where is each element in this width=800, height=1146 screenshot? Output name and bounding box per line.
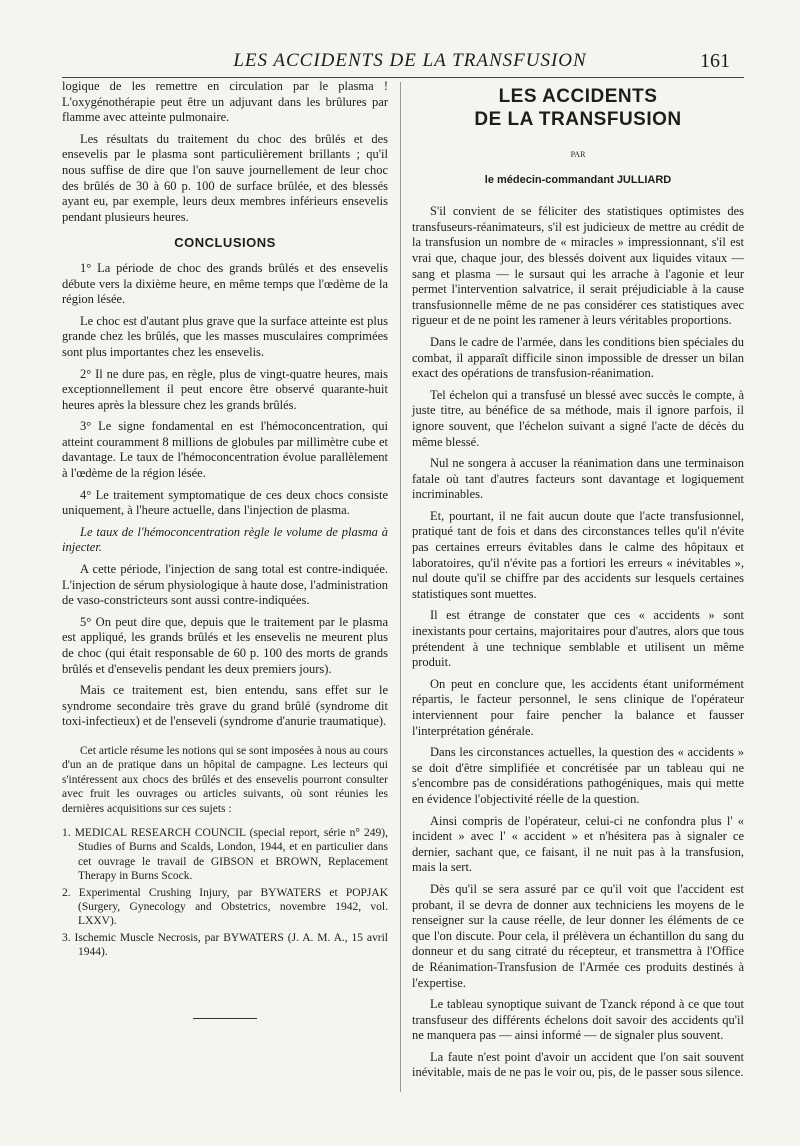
conclusion-3: 3° Le signe fondamental en est l'hémoconcentration, qui atteint couramment 8 millions de globules par millimètre cube et davantage. Le taux de l'hémoconcentration évolue parallèlement à l'œdème de la région lésée.	[62, 419, 388, 481]
paragraph: logique de les remettre en circulation par le plasma ! L'oxygénothérapie peut être un adjuvant dans les brûlures par flamme avec atteinte pulmonaire.	[62, 79, 388, 125]
reference-item: 2. Experimental Crushing Injury, par BYWATERS et POPJAK (Surgery, Gynecology and Obstetrics, novembre 1942, vol. LXXV).	[62, 886, 388, 928]
article-title-line: DE LA TRANSFUSION	[474, 109, 682, 130]
paragraph: Tel échelon qui a transfusé un blessé avec succès le compte, à juste titre, au bénéfice de sa méthode, mais il ignore parfois, il ignore souvent, que l'échelon suivant a signé l'acte de décès du même blessé.	[412, 387, 744, 449]
note: Cet article résume les notions qui se sont imposées à nous au cours d'un an de pratique dans un hôpital de campagne. Les lecteurs qui s'intéressent aux chocs des brûlés et des ensevelis pourront consulter avec fruit les ouvrages ou articles suivants, où sont réunies les dernières acquisitions sur ces sujets :	[62, 744, 388, 815]
article-title-line: LES ACCIDENTS	[498, 86, 658, 107]
reference-list	[62, 826, 388, 960]
author: le médecin-commandant JULLIARD	[484, 173, 672, 186]
right-column	[412, 85, 744, 1087]
page-number: 161	[700, 50, 730, 72]
paragraph: S'il convient de se féliciter des statistiques optimistes des transfuseurs-réanimateurs, s'il est judicieux de mettre au crédit de la transfusion un nombre de « miracles » impressionnant, s'il est vrai que, chaque jour, des blessés doivent aux liquides vitaux — sang et plasma — le sursaut qui les arrache à l'agonie et leur permet l'intervention salvatrice, il serait préjudiciable à la cause transfusionnelle même de ne pas considérer ces statistiques avec rigueur et de ne point les ramener à leurs véritables proportions.	[412, 204, 744, 328]
paragraph: Et, pourtant, il ne fait aucun doute que l'acte transfusionnel, pratiqué tant de fois et dans des circonstances telles qu'il n'évite pas certaines erreurs évitables dans le calme des hôpitaux et laboratoires, qu'il n'évite pas a fortiori les erreurs « inévitables », nul doute qu'il se chiffre par des accidents sur lesquels certaines statistiques sont muettes.	[412, 508, 744, 601]
paragraph: Il est étrange de constater que ces « accidents » sont inexistants pour certains, majoritaires pour d'autres, alors que tous prétendent à une technique semblable et utilisent un même produit.	[412, 608, 744, 670]
paragraph: Dans le cadre de l'armée, dans les conditions bien spéciales du combat, il apparaît difficile sinon impossible de dresser un bilan exact des opérations de transfusion-réanimation.	[412, 334, 744, 381]
end-separator	[193, 1018, 257, 1019]
paragraph: A cette période, l'injection de sang total est contre-indiquée. L'injection de sérum physiologique à haute dose, l'administration de vaso-constricteurs sont aussi contre-indiquées.	[62, 562, 388, 608]
paragraph: Les résultats du traitement du choc des brûlés et des ensevelis par le plasma sont particulièrement brillants ; qu'il nous suffise de dire que l'on sauve journellement de leur choc des brûlés de 30 à 60 p. 100 de surface brûlée, et des blessés ayant eu, par exemple, leurs deux membres inférieurs ensevelis pendant plusieurs heures.	[62, 131, 388, 224]
conclusions-heading: CONCLUSIONS	[174, 235, 276, 251]
paragraph: La faute n'est point d'avoir un accident que l'on sait souvent inévitable, mais de ne pas le voir ou, pis, de le passer sous silence.	[412, 1049, 744, 1080]
article-title	[412, 85, 744, 131]
paragraph: On peut en conclure que, les accidents étant uniformément répartis, le facteur personnel, le sens clinique de l'opérateur interviennent pour faire pencher la balance et fausser l'interprétation générale.	[412, 676, 744, 738]
reference-item: 1. MEDICAL RESEARCH COUNCIL (special report, série n° 249), Studies of Burns and Scalds, London, 1944, et en particulier dans cet ouvrage le travail de GIBSON et BROWN, Replacement Therapy in Burns Scock.	[62, 827, 388, 883]
paragraph: Dans les circonstances actuelles, la question des « accidents » se doit d'être simplifiée et concrétisée par un tableau qui ne s'encombre pas de considérations pathogéniques, mais qui mette en évidence l'objectivité réelle de la question.	[412, 745, 744, 806]
conclusion-1: 1° La période de choc des grands brûlés et des ensevelis débute vers la dixième heure, en même temps que l'œdème de la région lésée.	[62, 260, 388, 307]
paragraph: Nul ne songera à accuser la réanimation dans une terminaison fatale où tant d'autres facteurs sont davantage et logiquement incriminables.	[412, 456, 744, 502]
byline-par: PAR	[570, 150, 586, 159]
conclusion-4: 4° Le traitement symptomatique de ces deux chocs consiste uniquement, à l'heure actuelle, dans l'injection de plasma.	[62, 487, 388, 518]
paragraph: Dès qu'il se sera assuré par ce qu'il voit que l'accident est probant, il se devra de donner aux techniciens les moyens de le renseigner sur la cause réelle, de leur donner les éléments de ce que l'on discute. Pour cela, il prélèvera un échantillon du sang du donneur et du sang citraté du récepteur, et transmettra à l'Office de Réanimation-Transfusion de l'Armée ces produits destinés à l'expertise.	[412, 881, 744, 990]
paragraph: Le choc est d'autant plus grave que la surface atteinte est plus grande chez les brûlés, que les masses musculaires comprimées sont plus importantes chez les ensevelis.	[62, 313, 388, 359]
column-divider	[400, 82, 401, 1092]
left-column	[62, 79, 388, 1019]
conclusion-2: 2° Il ne dure pas, en règle, plus de vingt-quatre heures, mais exceptionnellement il peut encore être observé quarante-huit heures après la blessure chez les grands brûlés.	[62, 366, 388, 412]
paragraph: Ainsi compris de l'opérateur, celui-ci ne confondra plus l' « incident » avec l' « accident » et n'hésitera pas à signaler ce dernier, sachant que, ce faisant, il ne nuit pas à la transfusion, mais la sert.	[412, 813, 744, 875]
conclusion-5: 5° On peut dire que, depuis que le traitement par le plasma est appliqué, les grands brûlés et les ensevelis ne meurent plus de choc (qui était responsable de 60 p. 100 des morts de grands brûlés et d'ensevelis pendant les deux premiers jours).	[62, 614, 388, 676]
paragraph: Mais ce traitement est, bien entendu, sans effet sur le syndrome secondaire très grave du grand brûlé (syndrome dit toxi-infectieux) et de l'enseveli (syndrome d'anurie traumatique).	[62, 683, 388, 729]
reference-item: 3. Ischemic Muscle Necrosis, par BYWATERS (J. A. M. A., 15 avril 1944).	[62, 931, 388, 959]
header-rule	[62, 77, 744, 78]
running-title: LES ACCIDENTS DE LA TRANSFUSION	[233, 50, 587, 71]
paragraph: Le tableau synoptique suivant de Tzanck répond à ce que tout transfuseur des différents échelons doit savoir des accidents qu'il ne manquera pas — ainsi informé — de signaler plus souvent.	[412, 997, 744, 1043]
paragraph: Le taux de l'hémoconcentration règle le volume de plasma à injecter.	[62, 524, 388, 555]
